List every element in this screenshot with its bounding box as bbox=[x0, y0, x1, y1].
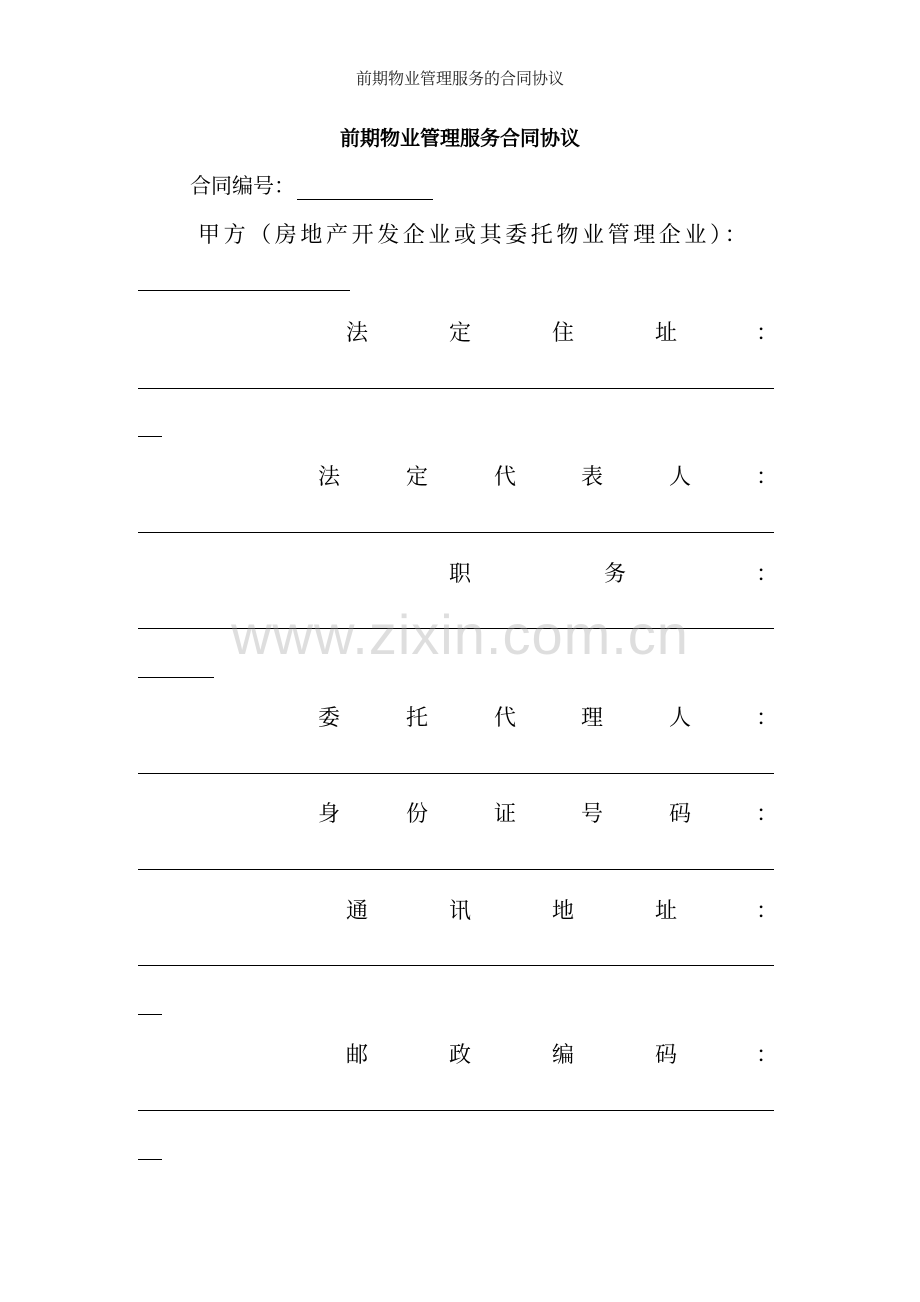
contract-number-line bbox=[190, 170, 433, 200]
field-char: 政 bbox=[449, 1043, 472, 1068]
field-colon: ： bbox=[756, 1043, 779, 1068]
contract-number-blank[interactable] bbox=[297, 177, 433, 200]
legal-address-blank-cont bbox=[138, 436, 162, 437]
field-colon: ： bbox=[756, 899, 779, 924]
document-title: 前期物业管理服务合同协议 bbox=[340, 126, 580, 150]
postcode-blank[interactable] bbox=[138, 1110, 774, 1111]
mail-address-blank-cont bbox=[138, 1014, 162, 1015]
field-char: 法 bbox=[318, 465, 341, 490]
party-a-blank[interactable] bbox=[138, 290, 350, 291]
page-header: 前期物业管理服务的合同协议 bbox=[355, 69, 564, 88]
field-char: 码 bbox=[655, 1043, 678, 1068]
field-char: 托 bbox=[406, 706, 429, 731]
field-colon: ： bbox=[756, 321, 779, 346]
field-char: 职 bbox=[449, 562, 472, 587]
legal-address-blank[interactable] bbox=[138, 388, 774, 389]
field-char: 定 bbox=[406, 465, 429, 490]
field-char: 理 bbox=[581, 706, 604, 731]
party-a-label: 甲方（房地产开发企业或其委托物业管理企业）： bbox=[198, 223, 751, 248]
field-char: 址 bbox=[655, 899, 678, 924]
field-colon: ： bbox=[756, 706, 779, 731]
field-char: 份 bbox=[406, 802, 429, 827]
field-char: 人 bbox=[669, 706, 692, 731]
legal-address-field bbox=[138, 316, 779, 346]
contract-number-label: 合同编号： bbox=[190, 174, 295, 198]
field-char: 法 bbox=[346, 321, 369, 346]
field-char: 号 bbox=[581, 802, 604, 827]
field-char: 邮 bbox=[346, 1043, 369, 1068]
field-colon: ： bbox=[756, 562, 779, 587]
field-char: 务 bbox=[604, 562, 627, 587]
mail-address-field bbox=[138, 894, 779, 924]
field-char: 证 bbox=[494, 802, 517, 827]
agent-field bbox=[138, 701, 779, 731]
postcode-field bbox=[138, 1038, 779, 1068]
field-char: 码 bbox=[669, 802, 692, 827]
field-char: 编 bbox=[552, 1043, 575, 1068]
legal-rep-blank[interactable] bbox=[138, 532, 774, 533]
field-char: 代 bbox=[494, 465, 517, 490]
field-char: 定 bbox=[449, 321, 472, 346]
id-number-blank[interactable] bbox=[138, 869, 774, 870]
field-char: 址 bbox=[655, 321, 678, 346]
field-char: 身 bbox=[318, 802, 341, 827]
field-colon: ： bbox=[756, 802, 779, 827]
field-char: 地 bbox=[552, 899, 575, 924]
position-field bbox=[138, 557, 779, 587]
position-blank-cont bbox=[138, 677, 214, 678]
field-colon: ： bbox=[756, 465, 779, 490]
id-number-field bbox=[138, 797, 779, 827]
mail-address-blank[interactable] bbox=[138, 965, 774, 966]
field-char: 人 bbox=[669, 465, 692, 490]
field-char: 通 bbox=[346, 899, 369, 924]
field-char: 住 bbox=[552, 321, 575, 346]
watermark: www.zixin.com.cn bbox=[231, 603, 689, 666]
legal-rep-field bbox=[138, 460, 779, 490]
field-char: 表 bbox=[581, 465, 604, 490]
field-char: 讯 bbox=[449, 899, 472, 924]
agent-blank[interactable] bbox=[138, 773, 774, 774]
field-char: 代 bbox=[494, 706, 517, 731]
postcode-blank-cont bbox=[138, 1159, 162, 1160]
field-char: 委 bbox=[318, 706, 341, 731]
